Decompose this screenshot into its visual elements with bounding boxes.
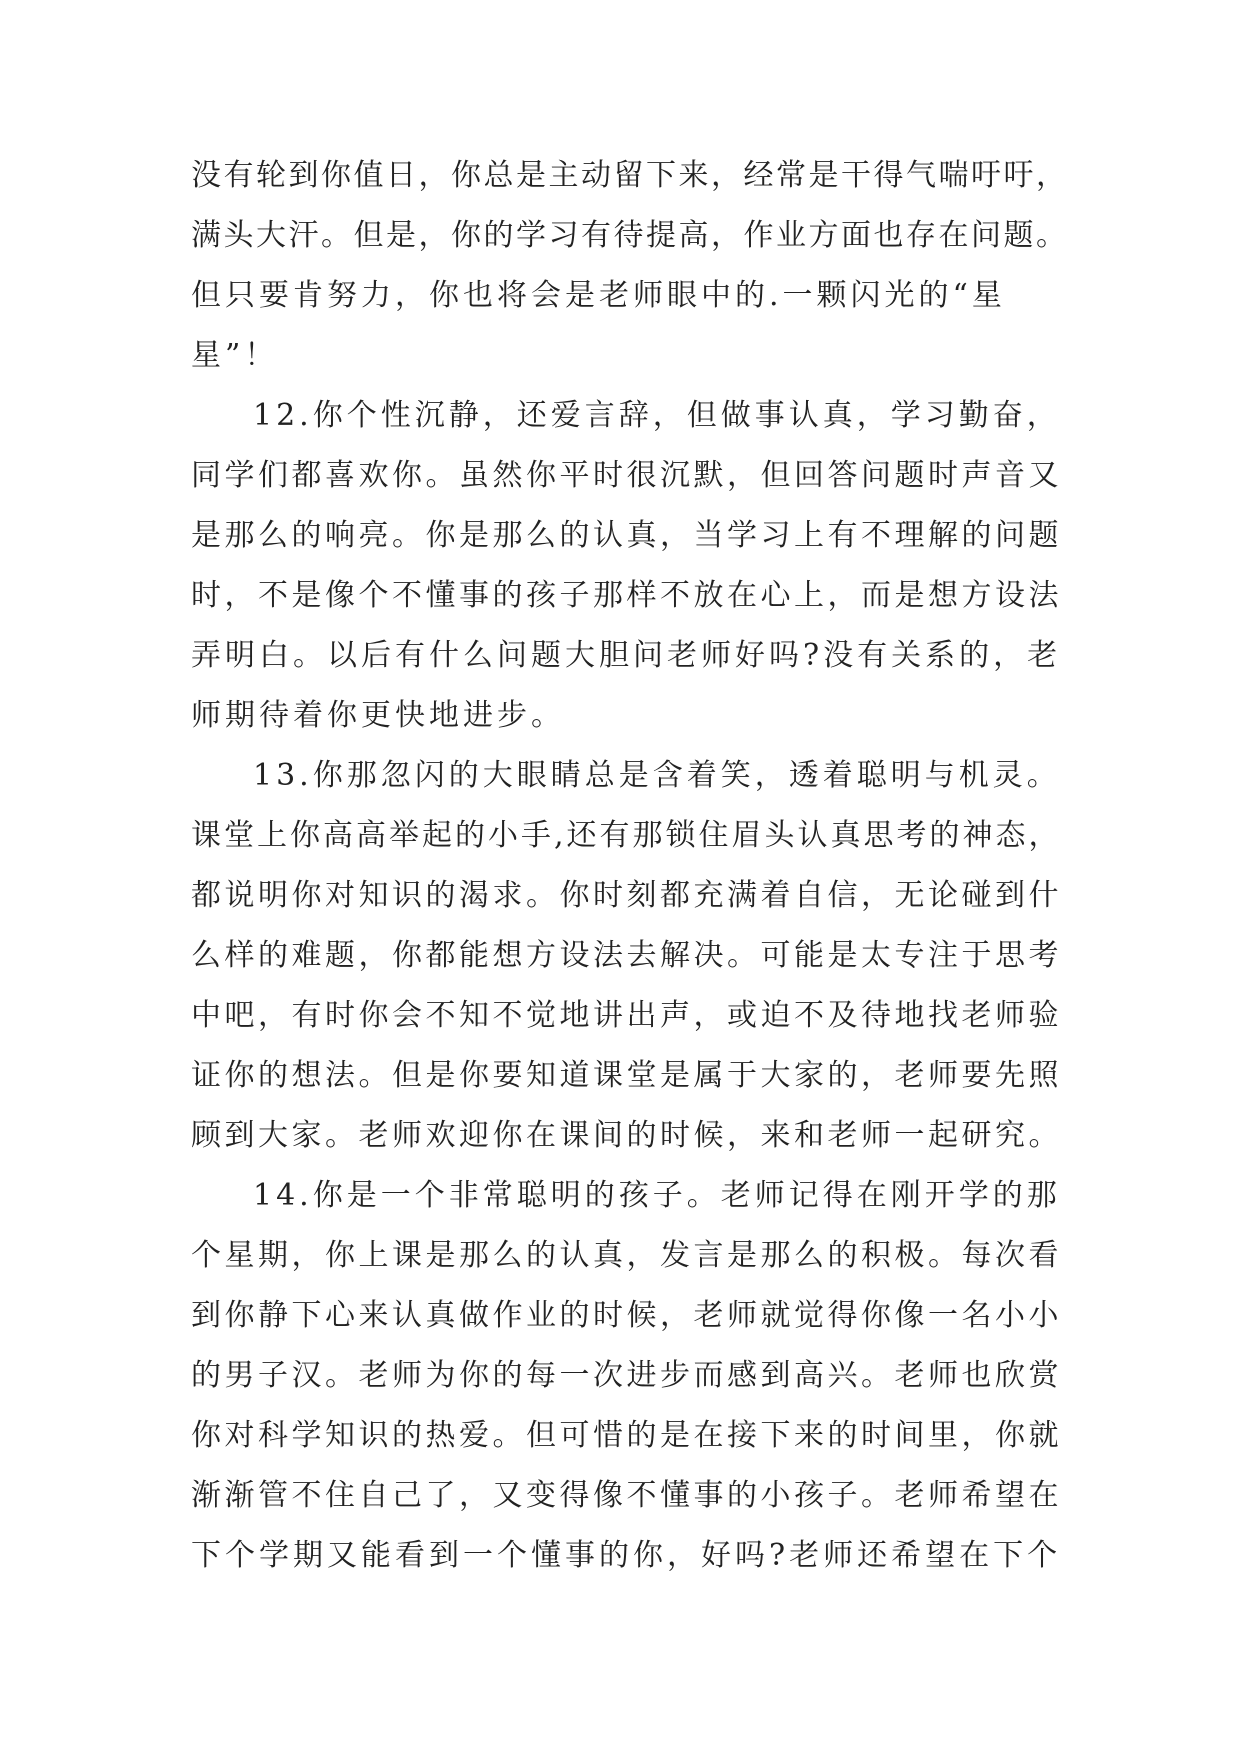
text-line: 同学们都喜欢你。虽然你平时很沉默，但回答问题时声音又 — [191, 458, 1062, 493]
text-line: 到你静下心来认真做作业的时候，老师就觉得你像一名小小 — [191, 1298, 1062, 1333]
text-line: 证你的想法。但是你要知道课堂是属于大家的，老师要先照 — [191, 1058, 1062, 1093]
text-line: 满头大汗。但是，你的学习有待提高，作业方面也存在问题。 — [191, 218, 1069, 253]
text-line: 都说明你对知识的渴求。你时刻都充满着自信，无论碰到什 — [191, 878, 1062, 913]
paragraph-first-line: 14.你是一个非常聪明的孩子。老师记得在刚开学的那 — [253, 1178, 1061, 1213]
text-line: 但只要肯努力，你也将会是老师眼中的.一颗闪光的“星 — [191, 278, 1006, 313]
text-line: 课堂上你高高举起的小手,还有那锁住眉头认真思考的神态， — [191, 818, 1062, 853]
text-line: 顾到大家。老师欢迎你在课间的时候，来和老师一起研究。 — [191, 1118, 1062, 1153]
text-line: 没有轮到你值日，你总是主动留下来，经常是干得气喘吁吁， — [191, 158, 1069, 193]
paragraph-first-line: 12.你个性沉静，还爱言辞，但做事认真，学习勤奋， — [253, 398, 1061, 433]
text-line: 个星期，你上课是那么的认真，发言是那么的积极。每次看 — [191, 1238, 1062, 1273]
text-line: 中吧，有时你会不知不觉地讲出声，或迫不及待地找老师验 — [191, 998, 1062, 1033]
text-line: 师期待着你更快地进步。 — [191, 698, 565, 733]
text-line: 弄明白。以后有什么问题大胆问老师好吗?没有关系的，老 — [191, 638, 1062, 673]
paragraph-first-line: 13.你那忽闪的大眼睛总是含着笑，透着聪明与机灵。 — [253, 758, 1061, 793]
text-line: 你对科学知识的热爱。但可惜的是在接下来的时间里，你就 — [191, 1418, 1062, 1453]
text-line: 下个学期又能看到一个懂事的你，好吗?老师还希望在下个 — [191, 1538, 1062, 1573]
text-line: 么样的难题，你都能想方设法去解决。可能是太专注于思考 — [191, 938, 1062, 973]
text-line: 时，不是像个不懂事的孩子那样不放在心上，而是想方设法 — [191, 578, 1062, 613]
text-line: 的男子汉。老师为你的每一次进步而感到高兴。老师也欣赏 — [191, 1358, 1062, 1393]
text-line: 渐渐管不住自己了，又变得像不懂事的小孩子。老师希望在 — [191, 1478, 1062, 1513]
text-line: 星”！ — [191, 338, 279, 373]
text-line: 是那么的响亮。你是那么的认真，当学习上有不理解的问题 — [191, 518, 1062, 553]
document-body — [191, 146, 1071, 1586]
